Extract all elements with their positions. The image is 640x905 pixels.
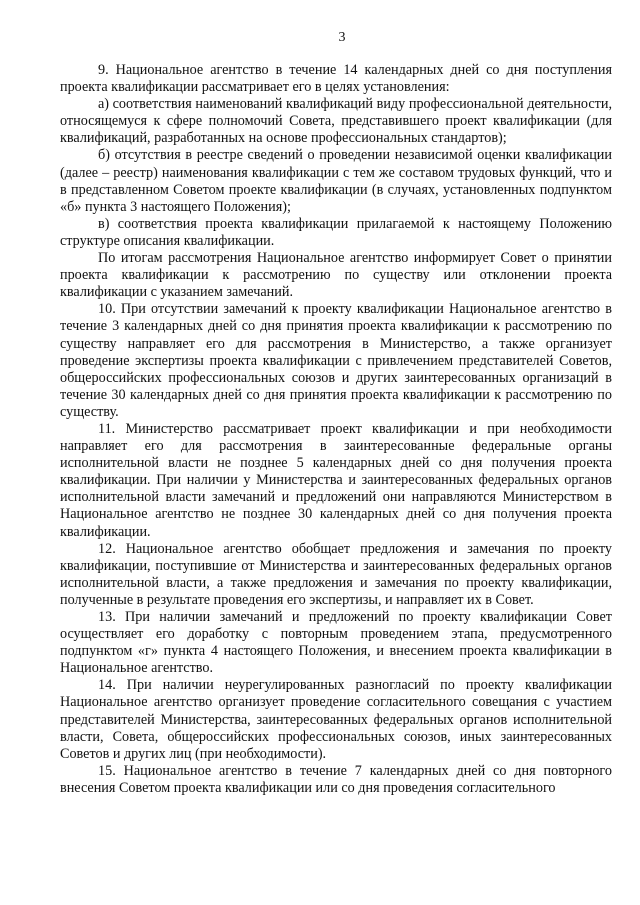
paragraph-9-result: По итогам рассмотрения Национальное агентство информирует Совет о принятии проекта квалификации к рассмотрению по существу или отклонении проекта квалификации с указанием замечаний.: [60, 250, 612, 301]
paragraph-11: 11. Министерство рассматривает проект квалификации и при необходимости направляет его для рассмотрения в заинтересованные федеральные органы исполнительной власти не позднее 5 календарных дней со дня получения проекта квалификации. При наличии у Министерства и заинтересованных федеральных органов исполнительной власти замечаний и предложений они направляются Министерством в Национальное агентство не позднее 30 календарных дней со дня получения проекта квалификации.: [60, 420, 612, 540]
paragraph-13: 13. При наличии замечаний и предложений по проекту квалификации Совет осуществляет его доработку с повторным проведением этапа, предусмотренного подпунктом «г» пункта 4 настоящего Положения, и внесением проекта квалификации в Национальное агентство.: [60, 609, 612, 677]
paragraph-9: 9. Национальное агентство в течение 14 календарных дней со дня поступления проекта квалификации рассматривает его в целях установления:: [60, 62, 612, 96]
paragraph-9a: а) соответствия наименований квалификаций виду профессиональной деятельности, относящемуся к сфере полномочий Совета, представившего проект квалификации (для квалификаций, разработанных на основе профессиональных стандартов);: [60, 96, 612, 147]
document-body: [60, 62, 612, 797]
paragraph-14: 14. При наличии неурегулированных разногласий по проекту квалификации Национальное агентство организует проведение согласительного совещания с участием представителей Министерства, заинтересованных федеральных органов исполнительной власти, Совета, общероссийских профессиональных союзов, иных заинтересованных Советов и других лиц (при необходимости).: [60, 677, 612, 762]
paragraph-15: 15. Национальное агентство в течение 7 календарных дней со дня повторного внесения Советом проекта квалификации или со дня проведения согласительного: [60, 762, 612, 796]
paragraph-9b: б) отсутствия в реестре сведений о проведении независимой оценки квалификации (далее – реестр) наименования квалификации с тем же составом трудовых функций, что и в представленном Советом проекте квалификации (в случаях, установленных подпунктом «б» пункта 3 настоящего Положения);: [60, 147, 612, 215]
paragraph-9v: в) соответствия проекта квалификации прилагаемой к настоящему Положению структуре описания квалификации.: [60, 215, 612, 249]
paragraph-12: 12. Национальное агентство обобщает предложения и замечания по проекту квалификации, поступившие от Министерства и заинтересованных федеральных органов исполнительной власти, а также предложения и замечания по проекту квалификации, полученные в результате проведения его экспертизы, и направляет их в Совет.: [60, 540, 612, 608]
paragraph-10: 10. При отсутствии замечаний к проекту квалификации Национальное агентство в течение 3 календарных дней со дня принятия проекта квалификации к рассмотрению по существу направляет его для рассмотрения в Министерство, а также организует проведение экспертизы проекта квалификации с привлечением представителей Советов, общероссийских профессиональных союзов и других заинтересованных организаций в течение 30 календарных дней со дня принятия проекта квалификации к рассмотрению по существу.: [60, 301, 612, 420]
page-number: 3: [338, 30, 346, 45]
